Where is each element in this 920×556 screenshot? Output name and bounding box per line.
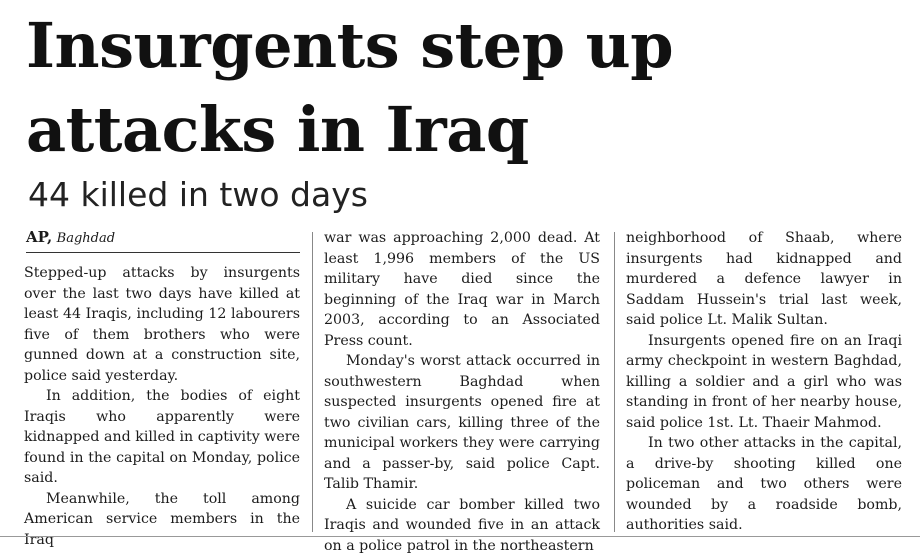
headline: Insurgents step up attacks in Iraq [26, 4, 906, 172]
subheadline: 44 killed in two days [28, 173, 368, 217]
paragraph: In addition, the bodies of eight Iraqis who apparently were kidnapped and killed in captivity were found in the capital on Monday, police said. [24, 386, 300, 489]
paragraph: neighborhood of Shaab, where insurgents had kidnapped and murdered a defence lawyer in Saddam Hussein's trial last week, said police Lt. Malik Sultan. [626, 228, 902, 331]
article-column-3 [626, 228, 902, 536]
paragraph: Monday's worst attack occurred in southwestern Baghdad when suspected insurgents opened fire at two civilian cars, killing three of the municipal workers they were carrying and a passer-by, said police Capt. Talib Thamir. [324, 351, 600, 495]
article-column-1 [24, 263, 300, 550]
article-column-2 [324, 228, 600, 556]
bottom-divider [0, 536, 920, 537]
paragraph: In two other attacks in the capital, a drive-by shooting killed one policeman and two others were wounded by a roadside bomb, authorities said. [626, 433, 902, 536]
paragraph: war was approaching 2,000 dead. At least 1,996 members of the US military have died since the beginning of the Iraq war in March 2003, according to an Associated Press count. [324, 228, 600, 351]
column-divider-2 [614, 232, 615, 532]
byline-agency: AP, [26, 228, 52, 246]
paragraph: Stepped-up attacks by insurgents over the last two days have killed at least 44 Iraqis, including 12 labourers five of them brothers who were gunned down at a construction site, police said yesterday. [24, 263, 300, 386]
byline-location: Baghdad [57, 231, 115, 246]
paragraph: Insurgents opened fire on an Iraqi army checkpoint in western Baghdad, killing a soldier and a girl who was standing in front of her nearby house, said police 1st. Lt. Thaeir Mahmod. [626, 331, 902, 434]
paragraph: Meanwhile, the toll among American service members in the Iraq [24, 489, 300, 551]
byline [26, 226, 300, 250]
column-divider-1 [312, 232, 313, 532]
paragraph: A suicide car bomber killed two Iraqis and wounded five in an attack on a police patrol in the northeastern [324, 495, 600, 556]
byline-divider [26, 252, 300, 253]
